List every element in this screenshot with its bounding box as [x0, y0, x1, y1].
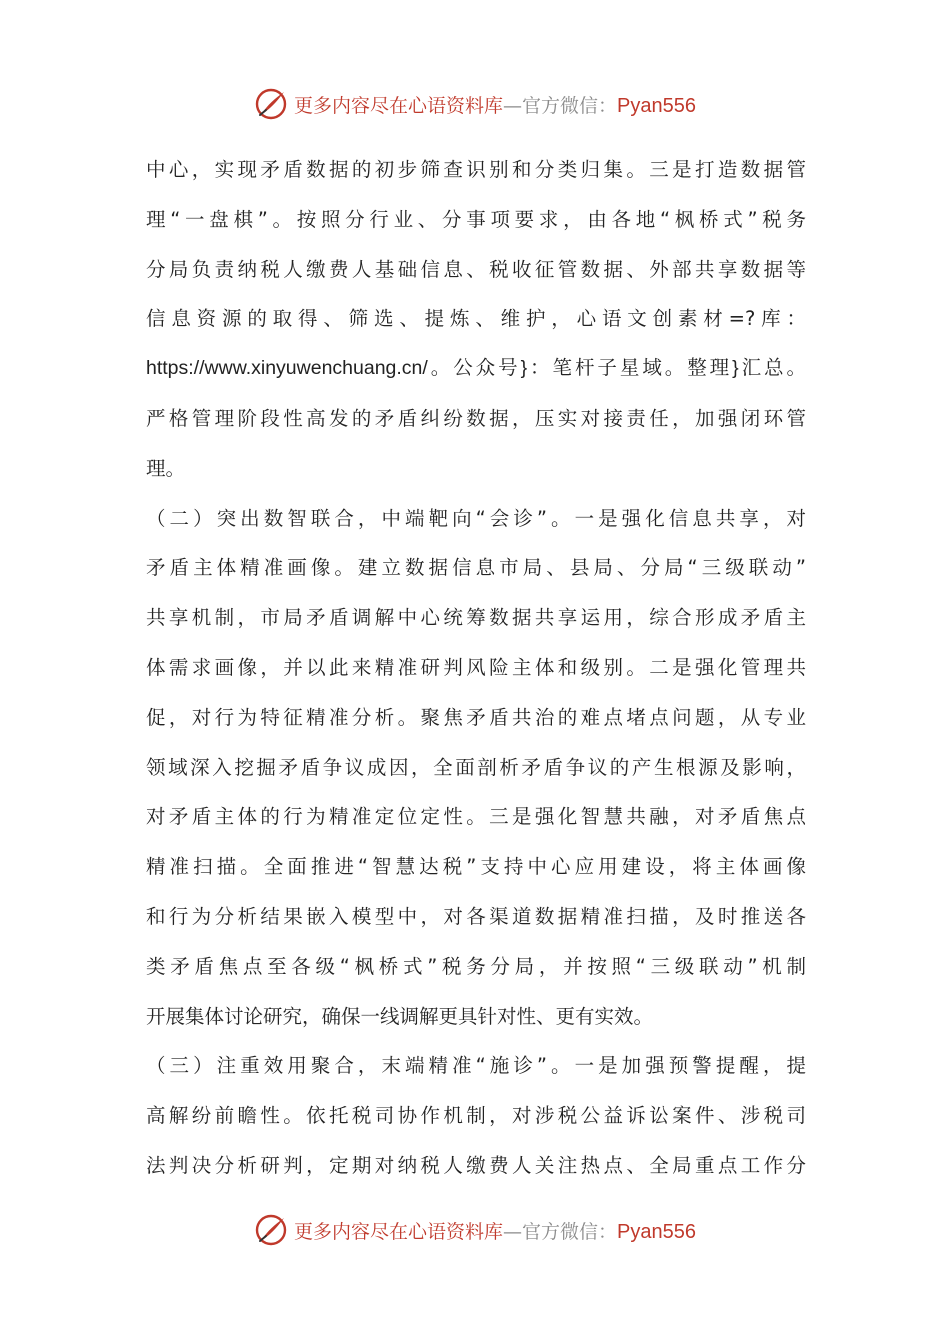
- watermark-dash: —: [503, 1220, 523, 1243]
- body-line: 法判决分析研判，定期对纳税人缴费人关注热点、全局重点工作分: [146, 1153, 806, 1177]
- body-line-url: https://www.xinyuwenchuang.cn/。公众号}：笔杆子星域。整理}汇总。: [146, 357, 806, 380]
- body-line: 理。: [146, 456, 186, 480]
- body-line: 共享机制，市局矛盾调解中心统筹数据共享运用，综合形成矛盾主: [146, 606, 806, 630]
- watermark-brand: 更多内容尽在心语资料库: [294, 1220, 504, 1243]
- body-line: 矛盾主体精准画像。建立数据信息市局、县局、分局“三级联动”: [146, 556, 806, 580]
- body-line: 高解纷前瞻性。依托税司协作机制，对涉税公益诉讼案件、涉税司: [146, 1104, 806, 1128]
- section-heading-line: （二）突出数智联合，中端靶向“会诊”。一是强化信息共享，对: [146, 506, 806, 530]
- watermark-dash: —: [503, 94, 523, 117]
- watermark-wechat-id: Pyan556: [617, 1220, 696, 1243]
- body-line: 中心，实现矛盾数据的初步筛查识别和分类归集。三是打造数据管: [146, 158, 806, 181]
- watermark-official: 官方微信：: [522, 94, 618, 117]
- footer-watermark: [0, 1210, 950, 1250]
- watermark-wechat-id: Pyan556: [617, 94, 696, 117]
- watermark-brand: 更多内容尽在心语资料库: [294, 94, 504, 117]
- body-line: 对矛盾主体的行为精准定位定性。三是强化智慧共融，对矛盾焦点: [146, 805, 806, 829]
- body-line: 信息资源的取得、筛选、提炼、维护，心语文创素材=?库：: [146, 307, 806, 331]
- watermark-text: [294, 1217, 696, 1244]
- body-line: 精准扫描。全面推进“智慧达税”支持中心应用建设，将主体画像: [146, 855, 806, 879]
- body-line: 领域深入挖掘矛盾争议成因，全面剖析矛盾争议的产生根源及影响，: [146, 755, 806, 779]
- watermark-text: [294, 91, 696, 118]
- quill-logo-icon: [254, 1213, 288, 1247]
- body-line: 体需求画像，并以此来精准研判风险主体和级别。二是强化管理共: [146, 655, 806, 679]
- body-line: 开展集体讨论研究，确保一线调解更具针对性、更有实效。: [146, 1004, 654, 1028]
- body-line: 和行为分析结果嵌入模型中，对各渠道数据精准扫描，及时推送各: [146, 904, 806, 928]
- document-body: [146, 145, 806, 1191]
- body-line: 理“一盘棋”。按照分行业、分事项要求，由各地“枫桥式”税务: [146, 207, 806, 231]
- section-heading-line: （三）注重效用聚合，末端精准“施诊”。一是加强预警提醒，提: [146, 1054, 806, 1078]
- quill-logo-icon: [254, 87, 288, 121]
- body-line: 促，对行为特征精准分析。聚焦矛盾共治的难点堵点问题，从专业: [146, 705, 806, 729]
- body-line: 分局负责纳税人缴费人基础信息、税收征管数据、外部共享数据等: [146, 257, 806, 281]
- body-line: 类矛盾焦点至各级“枫桥式”税务分局，并按照“三级联动”机制: [146, 954, 806, 978]
- header-watermark: [0, 84, 950, 124]
- watermark-official: 官方微信：: [522, 1220, 618, 1243]
- body-line: 严格管理阶段性高发的矛盾纠纷数据，压实对接责任，加强闭环管: [146, 406, 806, 430]
